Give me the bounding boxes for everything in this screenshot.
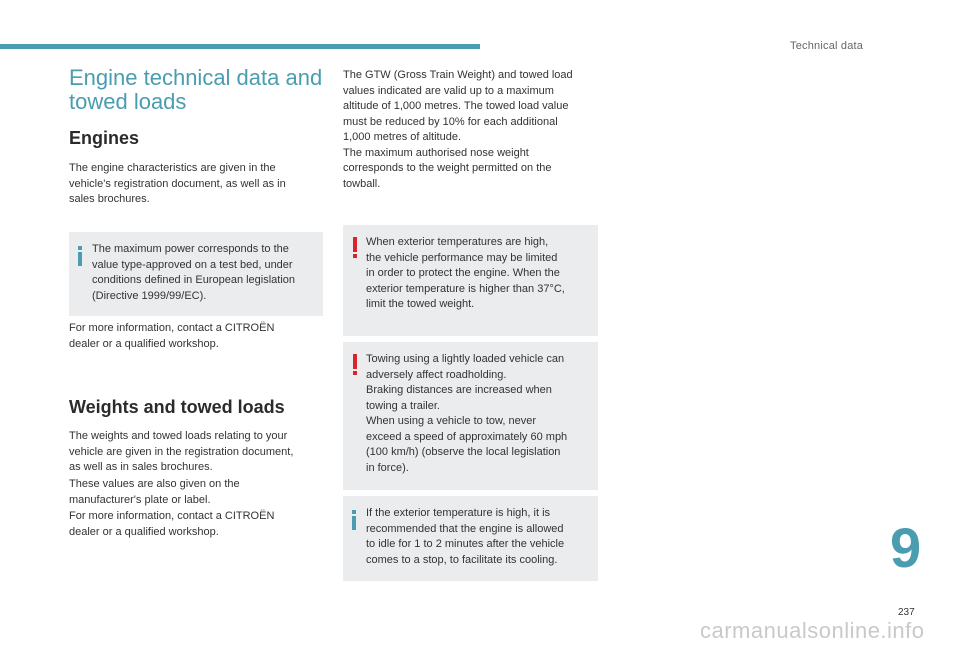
chapter-number: 9 [890,516,922,579]
header-accent-bar [0,44,480,49]
weights-contact: For more information, contact a CITROËN dealer or a qualified workshop. [69,510,275,538]
engines-contact: For more information, contact a CITROËN dealer or a qualified workshop. [69,322,275,350]
engines-info-text: The maximum power corresponds to the value type-approved on a test bed, under conditions defined in European legislation (Directive 1999/99/EC). [92,243,296,302]
watermark: carmanualsonline.info [700,618,925,643]
cooling-info-text: If the exterior temperature is high, it is recommended that the engine is allowed to idle for 1 to 2 minutes after the vehicle comes to a stop, to facilitate its cooling. [366,507,565,566]
warning-icon [352,354,358,376]
info-icon [351,510,357,530]
weights-para-1: The weights and towed loads relating to your vehicle are given in the registration document, as well as in sales brochures. [69,430,294,473]
section-title: Technical data [790,40,864,52]
warning-box-towing [343,342,598,490]
weights-para-2: These values are also given on the manufacturer's plate or label. [69,478,240,506]
gtw-text: The GTW (Gross Train Weight) and towed load values indicated are valid up to a maximum altitude of 1,000 metres. The towed load value must be reduced by 10% for each additional 1,000 metres of altitude. The maximum authorised nose weight corresponds to the weight permitted on the towball. [343,69,573,190]
warning-box-temperature [343,225,598,336]
engines-heading: Engines [69,128,140,148]
page-heading: Engine technical data and towed loads [69,65,323,114]
page-number: 237 [898,607,915,618]
info-icon [77,246,83,266]
engines-intro: The engine characteristics are given in the vehicle's registration document, as well as in sales brochures. [69,162,286,205]
warning-text-temperature: When exterior temperatures are high, the vehicle performance may be limited in order to protect the engine. When the exterior temperature is higher than 37°C, limit the towed weight. [366,236,565,310]
cooling-info-box [343,496,598,581]
engines-info-box [69,232,323,316]
warning-icon [352,237,358,259]
weights-heading: Weights and towed loads [69,397,285,417]
warning-text-towing: Towing using a lightly loaded vehicle can adversely affect roadholding. Braking distances are increased when towing a trailer. When using a vehicle to tow, never exceed a speed of approximately 60 mph (100 km/h) (observe the local legislation in force). [366,353,568,474]
